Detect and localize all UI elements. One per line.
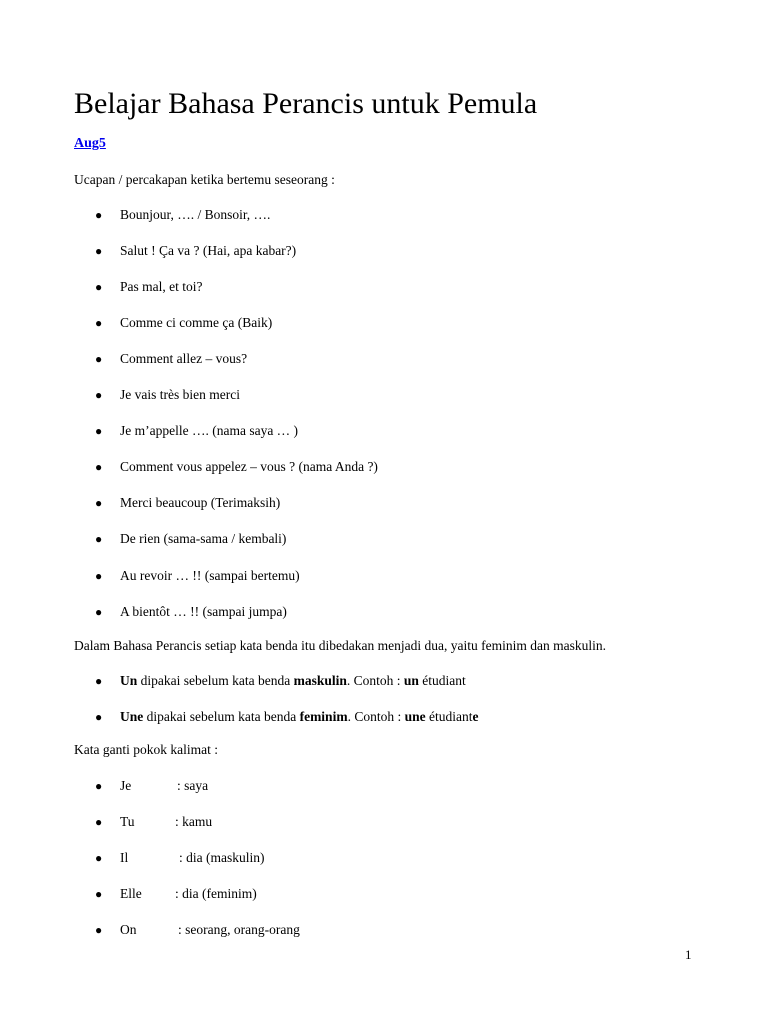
- article-line: [120, 708, 478, 726]
- bullet-icon: ●: [95, 388, 103, 402]
- pronouns-intro: Kata ganti pokok kalimat :: [74, 742, 218, 757]
- article-line: [120, 672, 466, 690]
- greeting-text: Comment allez – vous?: [120, 351, 248, 366]
- bullet-icon: ●: [95, 280, 103, 294]
- page-title: Belajar Bahasa Perancis untuk Pemula: [74, 87, 538, 120]
- bullet-icon: ●: [95, 244, 103, 258]
- example-noun: étudiant: [425, 709, 473, 724]
- bullet-icon: ●: [95, 352, 103, 366]
- pronoun-meaning: : dia (feminim): [175, 886, 257, 901]
- bullet-icon: ●: [95, 424, 103, 438]
- greeting-text: Merci beaucoup (Terimaksih): [120, 495, 281, 510]
- greeting-text: Je vais très bien merci: [120, 387, 240, 402]
- article-text: dipakai sebelum kata benda: [143, 709, 300, 724]
- pronoun-subject: Tu: [120, 814, 135, 829]
- gender-word: maskulin: [293, 673, 347, 688]
- greeting-text: Bounjour, …. / Bonsoir, ….: [120, 207, 271, 222]
- bullet-icon: ●: [95, 923, 103, 937]
- bullet-icon: ●: [95, 887, 103, 901]
- gender-word: feminim: [299, 709, 348, 724]
- greeting-text: Comment vous appelez – vous ? (nama Anda ?): [120, 459, 378, 474]
- page-number: 1: [685, 947, 692, 962]
- bullet-icon: ●: [95, 316, 103, 330]
- pronoun-subject: On: [120, 922, 137, 937]
- greeting-text: De rien (sama-sama / kembali): [120, 531, 287, 546]
- pronoun-subject: Elle: [120, 886, 142, 901]
- greeting-text: Salut ! Ça va ? (Hai, apa kabar?): [120, 243, 297, 258]
- intro-text: Ucapan / percakapan ketika bertemu seseorang :: [74, 172, 335, 187]
- bullet-icon: ●: [95, 460, 103, 474]
- example-noun: étudiant: [418, 673, 466, 688]
- pronoun-subject: Je: [120, 778, 132, 793]
- bullet-icon: ●: [95, 605, 103, 619]
- article-word: Une: [120, 709, 144, 724]
- pronoun-meaning: : seorang, orang-orang: [178, 922, 300, 937]
- pronoun-subject: Il: [120, 850, 129, 865]
- pronoun-meaning: : saya: [177, 778, 209, 793]
- bullet-icon: ●: [95, 532, 103, 546]
- article-word: Un: [120, 673, 138, 688]
- greeting-text: Je m’appelle …. (nama saya … ): [120, 423, 299, 438]
- greeting-text: A bientôt … !! (sampai jumpa): [120, 604, 287, 619]
- greeting-text: Pas mal, et toi?: [120, 279, 203, 294]
- example-ending: e: [472, 709, 479, 724]
- greeting-text: Au revoir … !! (sampai bertemu): [120, 568, 300, 583]
- pronoun-meaning: : dia (maskulin): [179, 850, 265, 865]
- article-text: dipakai sebelum kata benda: [137, 673, 294, 688]
- bullet-icon: ●: [95, 851, 103, 865]
- gender-paragraph: Dalam Bahasa Perancis setiap kata benda itu dibedakan menjadi dua, yaitu feminim dan maskulin.: [74, 638, 606, 653]
- bullet-icon: ●: [95, 674, 103, 688]
- bullet-icon: ●: [95, 815, 103, 829]
- date-link[interactable]: Aug5: [74, 136, 106, 151]
- bullet-icon: ●: [95, 208, 103, 222]
- bullet-icon: ●: [95, 496, 103, 510]
- bullet-icon: ●: [95, 569, 103, 583]
- example-label: . Contoh :: [347, 709, 405, 724]
- pronoun-meaning: : kamu: [175, 814, 213, 829]
- bullet-icon: ●: [95, 710, 103, 724]
- example-label: . Contoh :: [346, 673, 404, 688]
- greeting-text: Comme ci comme ça (Baik): [120, 315, 273, 330]
- example-article: une: [404, 709, 426, 724]
- example-article: un: [403, 673, 419, 688]
- bullet-icon: ●: [95, 779, 103, 793]
